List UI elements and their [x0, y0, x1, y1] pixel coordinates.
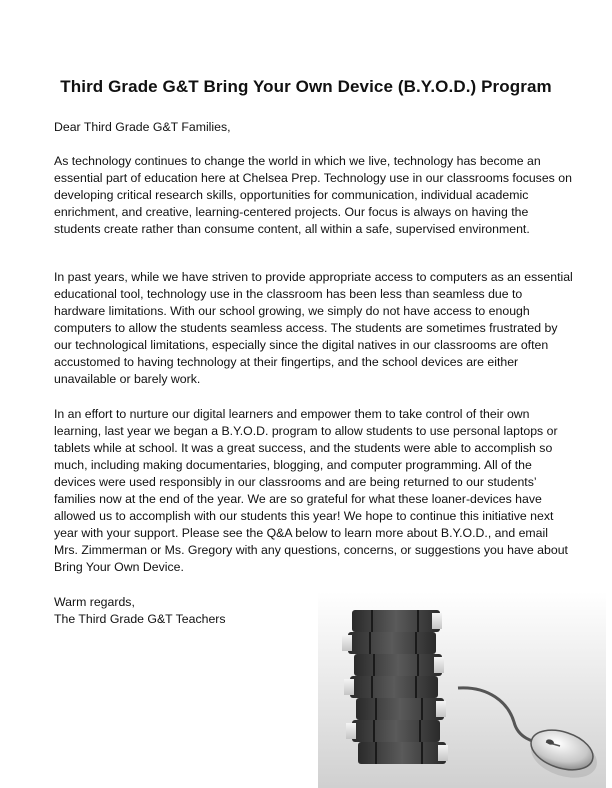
paragraph-intro: As technology continues to change the world in which we live, technology has become an essential part of education here at Chelsea Prep. Technology use in our classrooms focuses on developing critical research skills, opportunities for communication, individual academic enrichment, and creative, learning-centered projects. Our focus is always on having the students create rather than consume content, all within a safe, supervised environment.: [54, 154, 572, 236]
book: [346, 720, 440, 742]
book: [342, 632, 436, 654]
salutation: Dear Third Grade G&T Families,: [54, 120, 231, 134]
paragraph-byod-program: In an effort to nurture our digital learners and empower them to take control of their own learning, last year we began a B.Y.O.D. program to allow students to use personal laptops or tablets while at school. It was a great success, and the students were able to accomplish so much, including making documentaries, blogging, and computer programming. All of the devices were used responsibly in our classrooms and are being returned to our students’ families now at the end of the year. We are so grateful for what these loaner-devices have allowed us to accomplish with our students this year! We hope to continue this initiative next year with your support. Please see the Q&A below to learn more about B.Y.O.D., and email Mrs. Zimmerman or Ms. Gregory with any questions, concerns, or suggestions you have about Bring Your Own Device.: [54, 407, 568, 574]
book-stack: [342, 610, 448, 764]
closing: Warm regards,: [54, 595, 135, 609]
paragraph-past-years: In past years, while we have striven to provide appropriate access to computers as an essential educational tool, technology use in the classroom has been less than seamless due to hardware limitations. With our school growing, we simply do not have access to enough computers to allow the students seamless access. The students are sometimes frustrated by our technological limitations, especially since the digital natives in our classrooms are often accustomed to having technology at their fingertips, and the school devices are either unavailable or barely work.: [54, 270, 573, 386]
books-and-mouse-illustration: [318, 592, 606, 788]
letter-title: Third Grade G&T Bring Your Own Device (B.Y.O.D.) Program: [60, 77, 552, 96]
book: [356, 698, 446, 720]
book: [354, 654, 444, 676]
book: [352, 610, 442, 632]
book: [344, 676, 438, 698]
signature: The Third Grade G&T Teachers: [54, 612, 226, 626]
book: [358, 742, 448, 764]
